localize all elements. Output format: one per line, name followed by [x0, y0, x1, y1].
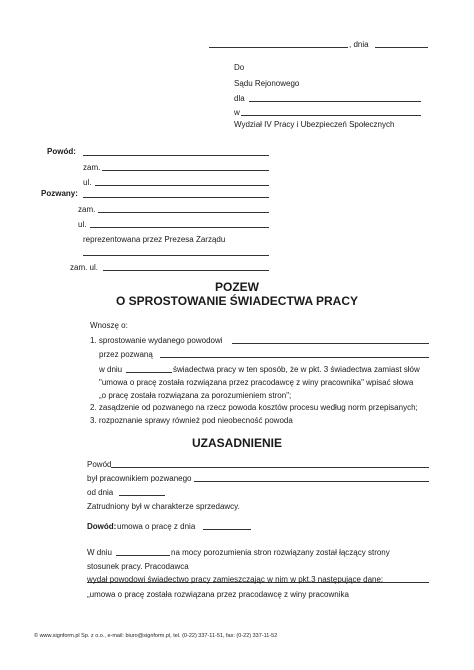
paragraph-line4: „umowa o pracę została rozwiązana przez pracodawcę z winy pracownika — [87, 590, 349, 599]
court-in-blank[interactable] — [241, 115, 421, 116]
request-1-line1: 1. sprostowanie wydanego powodowi — [90, 336, 223, 345]
defendant-address-blank[interactable] — [98, 212, 269, 213]
paragraph-line3: wydał powodowi świadectwo pracy zamieszczając w nim w pkt.3 następujące dane: — [87, 575, 384, 584]
paragraph-line1b: na mocy porozumienia stron rozwiązany został łączący strony — [171, 548, 390, 557]
justification-plaintiff: Powód — [87, 460, 112, 469]
date-blank[interactable] — [375, 47, 428, 48]
request-1-line2: przez pozwaną — [99, 350, 153, 359]
court-in-label: w — [234, 108, 240, 117]
defendant-representation: reprezentowana przez Prezesa Zarządu — [83, 235, 226, 244]
request-3: 3. rozpoznanie sprawy również pod nieobecność powoda — [90, 416, 293, 425]
justification-plaintiff-blank[interactable] — [111, 467, 429, 468]
court-to: Do — [234, 63, 245, 72]
justification-employer-blank[interactable] — [194, 481, 429, 482]
paragraph-line2: stosunek pracy. Pracodawca — [87, 562, 189, 571]
court-division: Wydział IV Pracy i Ubezpieczeń Społecznych — [234, 120, 395, 129]
request-1-line3a: w dniu — [99, 365, 123, 374]
court-for-blank[interactable] — [249, 101, 421, 102]
evidence-label: Dowód: — [87, 522, 117, 531]
defendant-label: Pozwany: — [41, 189, 78, 198]
evidence-text: umowa o pracę z dnia — [117, 522, 196, 531]
request-1-line5: „o pracę została rozwiązana za porozumieniem stron"; — [99, 391, 292, 400]
justification-from-date: od dnia — [87, 488, 114, 497]
justification-heading: UZASADNIENIE — [191, 436, 282, 450]
defendant-street-label: ul. — [78, 220, 87, 229]
plaintiff-name-blank[interactable] — [83, 155, 269, 156]
request-1-line3b: świadectwa pracy w ten sposób, że w pkt. 3 świadectwa zamiast słów — [173, 365, 420, 374]
request-1-blank-b[interactable] — [160, 357, 429, 358]
defendant-address-label: zam. — [78, 205, 96, 214]
paragraph-line1a: W dniu — [87, 548, 112, 557]
plaintiff-street-blank[interactable] — [95, 185, 269, 186]
request-2: 2. zasądzenie od pozwanego na rzecz powoda kosztów procesu według norm przepisanych; — [90, 403, 418, 412]
defendant-street-blank[interactable] — [90, 227, 269, 228]
footer-copyright: © www.signform.pl Sp. z o.o., e-mail: biuro@signform.pl, tel. (0-22) 337-11-51, fax: (0-22) 337-11-52 — [34, 633, 278, 639]
request-1-blank-a[interactable] — [232, 343, 429, 344]
defendant-address-street-blank[interactable] — [103, 270, 269, 271]
place-blank[interactable] — [209, 47, 348, 48]
paragraph-date-blank[interactable] — [116, 555, 170, 556]
court-for-label: dla — [234, 94, 245, 103]
defendant-address-street-label: zam. ul. — [70, 263, 99, 272]
court-name: Sądu Rejonowego — [234, 79, 300, 88]
date-label: , dnia — [349, 40, 369, 49]
document-title: POZEW — [215, 280, 259, 294]
justification-from-date-blank[interactable] — [119, 495, 165, 496]
plaintiff-label: Powód: — [47, 147, 76, 156]
requests-intro: Wnoszę o: — [90, 321, 128, 330]
document-subtitle: O SPROSTOWANIE ŚWIADECTWA PRACY — [115, 294, 358, 308]
defendant-rep-blank[interactable] — [83, 255, 269, 256]
plaintiff-street-label: ul. — [83, 178, 92, 187]
plaintiff-address-label: zam. — [83, 163, 101, 172]
defendant-name-blank[interactable] — [83, 197, 269, 198]
justification-employee-of: był pracownikiem pozwanego — [87, 474, 192, 483]
request-1-date-blank[interactable] — [126, 372, 172, 373]
plaintiff-address-blank[interactable] — [102, 170, 269, 171]
evidence-date-blank[interactable] — [203, 529, 251, 530]
justification-employed-as: Zatrudniony był w charakterze sprzedawcy. — [87, 502, 240, 511]
request-1-line4: "umowa o pracę została rozwiązana przez pracodawcę z winy pracownika" wpisać słowa — [99, 378, 414, 387]
